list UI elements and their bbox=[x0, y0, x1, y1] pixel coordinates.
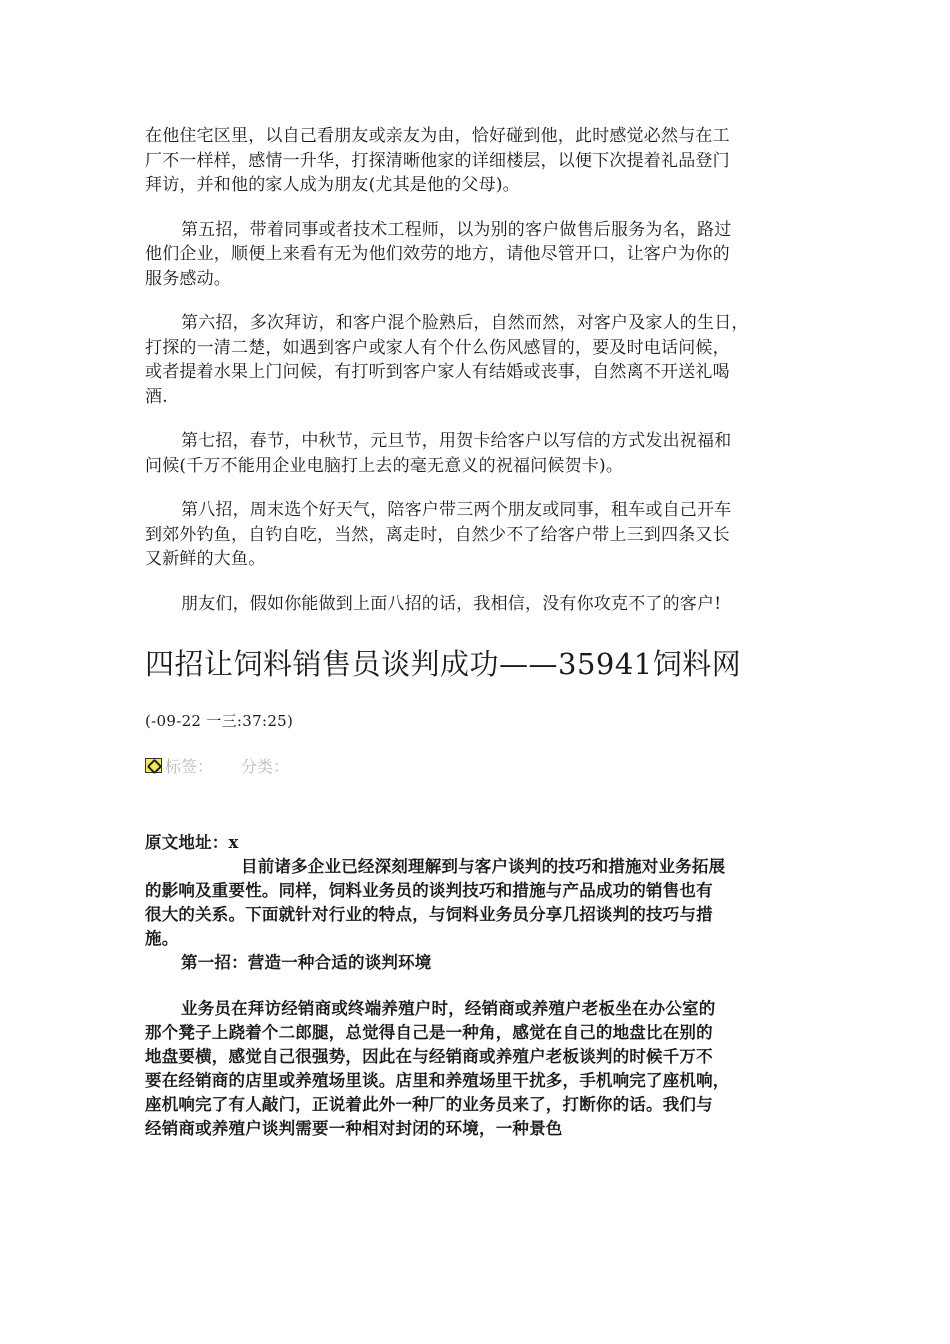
document-page bbox=[145, 124, 810, 1141]
article-intro bbox=[145, 855, 810, 951]
text-line: 第六招，多次拜访，和客户混个脸熟后，自然而然，对客户及家人的生日， bbox=[181, 313, 749, 333]
paragraph-move-8 bbox=[145, 498, 810, 572]
text-line: 打探的一清二楚，如遇到客户或家人有个什么伤风感冒的，要及时电话问候， bbox=[145, 337, 730, 358]
text-line: 他们企业，顺便上来看有无为他们效劳的地方，请他尽管开口，让客户为你的 bbox=[145, 244, 730, 264]
text-line: 服务感动。 bbox=[145, 268, 231, 289]
text-line: 酒. bbox=[145, 386, 168, 407]
first-move-heading: 第一招：营造一种合适的谈判环境 bbox=[181, 953, 432, 972]
paragraph-continuation bbox=[145, 124, 810, 198]
paragraph-conclusion bbox=[145, 592, 810, 617]
text-line: 第七招，春节，中秋节，元旦节，用贺卡给客户以写信的方式发出祝福和 bbox=[181, 431, 732, 451]
text-line: 业务员在拜访经销商或终端养殖户时，经销商或养殖户老板坐在办公室的 bbox=[181, 999, 716, 1018]
text-line: 很大的关系。下面就针对行业的特点，与饲料业务员分享几招谈判的技巧与措 bbox=[145, 905, 713, 924]
text-line: 又新鲜的大鱼。 bbox=[145, 549, 266, 569]
tags-label: 标签： bbox=[165, 756, 214, 776]
source-address: 原文地址：x bbox=[145, 833, 239, 852]
text-line: 在他住宅区里，以自己看朋友或亲友为由，恰好碰到他，此时感觉必然与在工 bbox=[145, 126, 730, 146]
text-line: 地盘要横，感觉自己很强势，因此在与经销商或养殖户老板谈判的时候千万不 bbox=[145, 1047, 713, 1066]
text-line: 或者提着水果上门问候，有打听到客户家人有结婚或丧事，自然离不开送礼喝 bbox=[145, 362, 730, 382]
text-line: 朋友们，假如你能做到上面八招的话，我相信，没有你攻克不了的客户! bbox=[181, 593, 722, 614]
article-title: 四招让饲料销售员谈判成功——35941饲料网 bbox=[145, 647, 742, 681]
text-line: 座机响完了有人敲门，正说着此外一种厂的业务员来了，打断你的话。我们与 bbox=[145, 1095, 713, 1114]
text-line: 施。 bbox=[145, 929, 179, 948]
text-line: 拜访，并和他的家人成为朋友(尤其是他的父母)。 bbox=[145, 175, 520, 195]
text-line: 要在经销商的店里或养殖场里谈。店里和养殖场里干扰多，手机响完了座机响， bbox=[145, 1071, 730, 1090]
text-line: 问候(千万不能用企业电脑打上去的毫无意义的祝福问候贺卡)。 bbox=[145, 455, 624, 476]
tag-icon bbox=[145, 758, 162, 773]
text-line: 的影响及重要性。同样，饲料业务员的谈判技巧和措施与产品成功的销售也有 bbox=[145, 881, 713, 900]
text-line: 到郊外钓鱼，自钓自吃，当然，离走时，自然少不了给客户带上三到四条又长 bbox=[145, 524, 730, 545]
article-body bbox=[145, 997, 810, 1141]
text-line: 那个凳子上跷着个二郎腿，总觉得自己是一种角，感觉在自己的地盘比在别的 bbox=[145, 1023, 713, 1042]
tags-row bbox=[145, 753, 810, 777]
text-line: 厂不一样样，感情一升华，打探清晰他家的详细楼层，以便下次提着礼品登门 bbox=[145, 150, 730, 171]
text-line: 目前诸多企业已经深刻理解到与客户谈判的技巧和措施对业务拓展 bbox=[241, 857, 726, 876]
category-label: 分类： bbox=[241, 756, 290, 776]
paragraph-move-7 bbox=[145, 429, 810, 478]
text-line: 第八招，周末选个好天气，陪客户带三两个朋友或同事，租车或自己开车 bbox=[181, 500, 732, 520]
article-date: (-09-22 一三:37:25) bbox=[145, 712, 294, 730]
text-line: 第五招，带着同事或者技术工程师，以为别的客户做售后服务为名，路过 bbox=[181, 219, 732, 240]
paragraph-move-6 bbox=[145, 311, 810, 409]
text-line: 经销商或养殖户谈判需要一种相对封闭的环境，一种景色 bbox=[145, 1119, 563, 1138]
paragraph-move-5 bbox=[145, 218, 810, 292]
